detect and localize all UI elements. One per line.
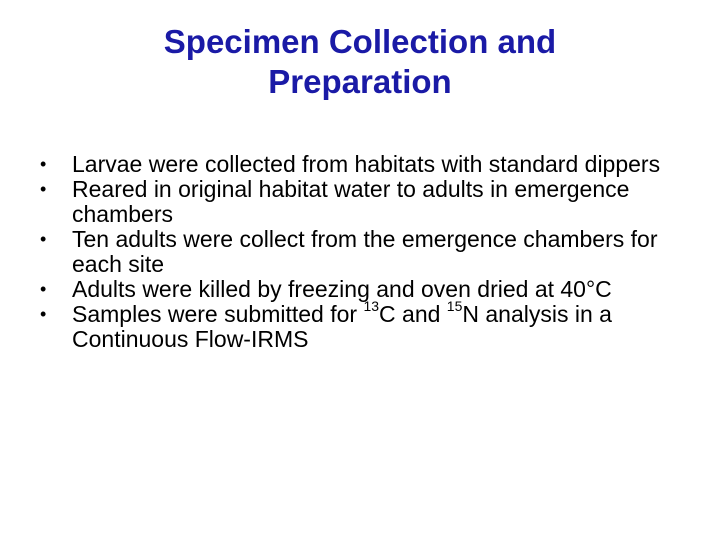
bullet-text [72,298,612,352]
bullet-icon: • [40,279,47,299]
bullet-icon: • [40,154,47,174]
slide-title [60,22,660,103]
isotope-superscript-13: 13 [363,298,380,315]
title-line-2: Preparation [268,63,452,101]
bullet-text-middle: C and [379,301,447,327]
bullet-item [40,227,700,277]
title-line-1: Specimen Collection and [163,23,557,60]
bullet-icon: • [40,179,47,199]
bullet-icon: • [40,229,47,249]
bullet-text-before: Samples were submitted for [72,301,364,327]
bullet-item [40,177,700,227]
bullet-item [40,298,700,352]
bullet-item [40,152,700,177]
bullet-text: Ten adults were collect from the emergence chambers for each site [72,226,658,277]
bullet-text: Reared in original habitat water to adults in emergence chambers [72,176,630,227]
bullet-text: Adults were killed by freezing and oven dried at 40°C [72,276,612,302]
isotope-superscript-15: 15 [446,298,463,315]
bullet-text: Larvae were collected from habitats with standard dippers [72,151,661,177]
bullet-icon: • [40,304,47,324]
bullet-text-after: N analysis in a Continuous Flow-IRMS [72,301,612,352]
bullet-list [40,152,700,352]
